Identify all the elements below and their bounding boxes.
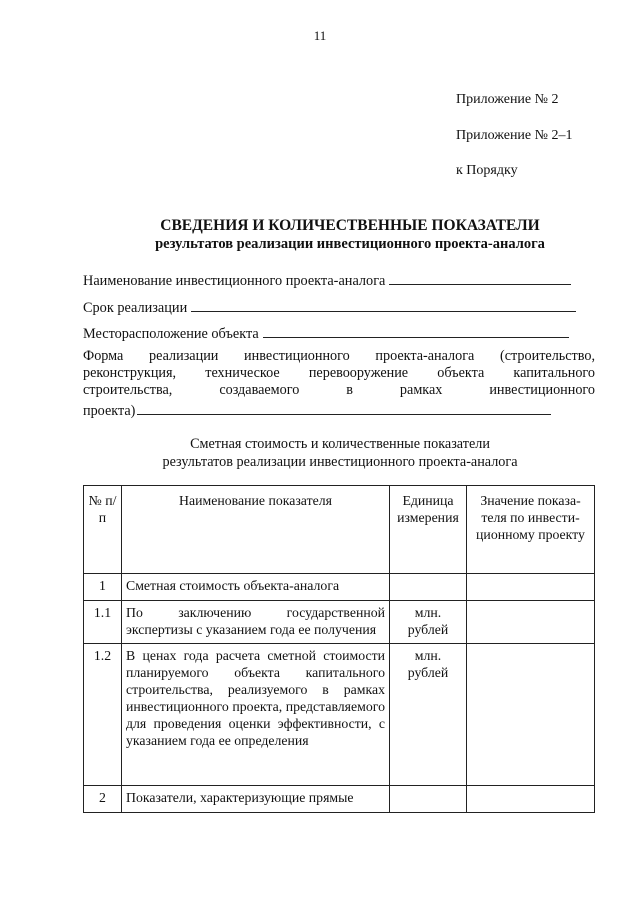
header-unit: Единица измерения [390,486,467,574]
row-unit: млн. рублей [390,644,467,786]
header-name: Наименование показателя [122,486,390,574]
form-paragraph-line-3: строительства, создаваемого в рамках инвестиционного [83,382,595,398]
table-row [84,786,595,813]
location-blank-line [263,323,569,338]
form-paragraph-line-1: Форма реализации инвестиционного проекта-аналога (строительство, [83,348,595,364]
document-subtitle: результатов реализации инвестиционного проекта-аналога [155,236,545,252]
table-row [84,644,595,786]
row-value [467,574,595,601]
row-num: 1.2 [84,644,122,786]
location-field [83,323,569,343]
row-value [467,786,595,813]
row-value [467,601,595,644]
row-unit: млн. рублей [390,601,467,644]
row-num: 1 [84,574,122,601]
row-num: 2 [84,786,122,813]
project-name-blank-line [389,270,571,285]
term-field [83,297,576,317]
table-caption-line-2: результатов реализации инвестиционного проекта-аналога [162,454,518,470]
location-label: Месторасположение объекта [83,326,259,342]
table-header-row [84,486,595,574]
row-unit [390,574,467,601]
row-name: Сметная стоимость объекта-аналога [122,574,390,601]
form-paragraph-line-2: реконструкция, техническое перевооружение объекта капитального [83,365,595,381]
term-blank-line [191,297,576,312]
project-name-label: Наименование инвестиционного проекта-аналога [83,273,386,289]
row-name: По заключению государственной экспертизы с указанием года ее получения [122,601,390,644]
row-value [467,644,595,786]
indicators-table [83,485,595,813]
form-paragraph-end [83,400,551,420]
project-name-field [83,270,571,290]
header-value: Значение показа-теля по инвести-ционному проекту [467,486,595,574]
table-row [84,574,595,601]
row-unit [390,786,467,813]
appendix-line-3: к Порядку [456,163,518,178]
form-blank-line [137,400,551,415]
appendix-line-1: Приложение № 2 [456,92,559,107]
appendix-line-2: Приложение № 2–1 [456,128,573,143]
form-paragraph-line-4: проекта) [83,403,136,419]
header-num: № п/п [84,486,122,574]
term-label: Срок реализации [83,300,188,316]
form-paragraph [83,348,595,399]
row-name: В ценах года расчета сметной стоимости планируемого объекта капитального строительства, реализуемого в рамках инвестиционного проекта, представляемого для проведения оценки эффективности, с указанием года ее определения [122,644,390,786]
table-row [84,601,595,644]
page-number: 11 [313,28,327,43]
document-title: СВЕДЕНИЯ И КОЛИЧЕСТВЕННЫЕ ПОКАЗАТЕЛИ [160,217,540,234]
row-name: Показатели, характеризующие прямые [122,786,390,813]
table-caption-line-1: Сметная стоимость и количественные показатели [190,436,490,452]
row-num: 1.1 [84,601,122,644]
